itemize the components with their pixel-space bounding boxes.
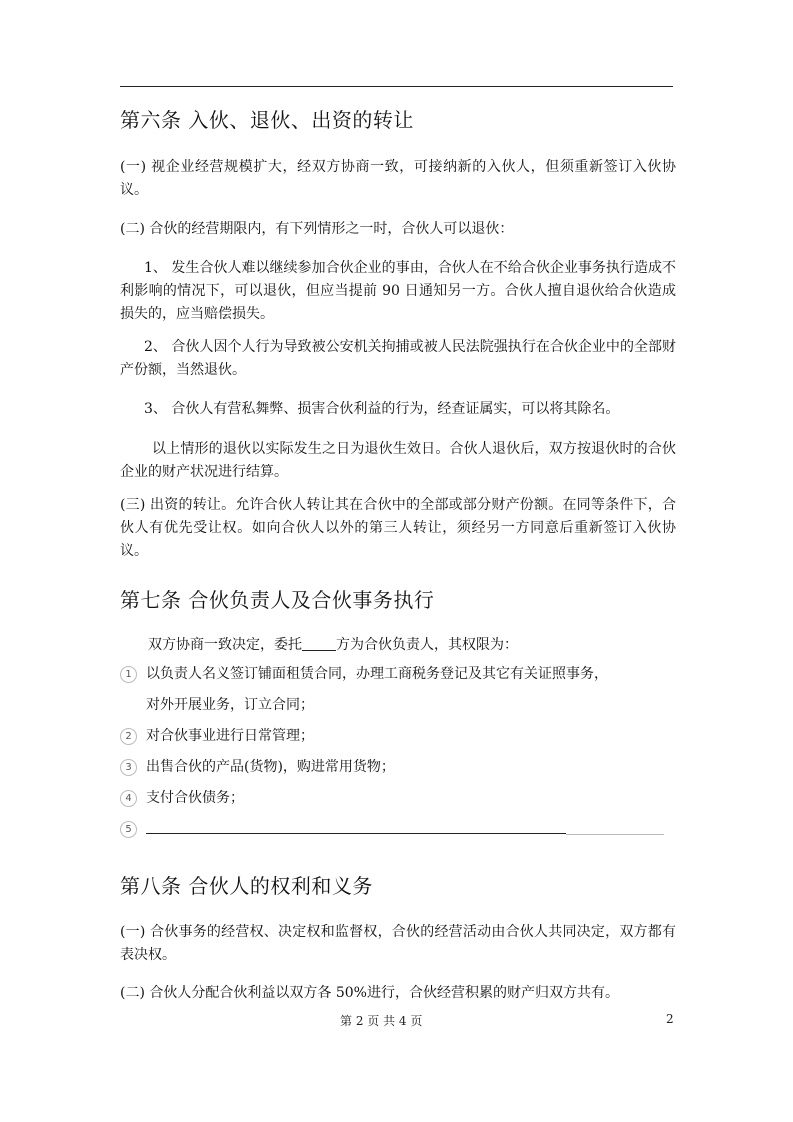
section-6-para-6: 以上情形的退伙以实际发生之日为退伙生效日。合伙人退伙后，双方按退伙时的合伙企业的财产状况进行结算。 [120, 441, 676, 480]
section-7-intro [120, 634, 676, 657]
section-8-heading: 第八条 合伙人的权利和义务 [120, 874, 373, 898]
footer-page-info: 第 2 页 共 4 页 [340, 1014, 423, 1028]
section-6-para-1: (一) 视企业经营规模扩大，经双方协商一致，可接纳新的入伙人，但须重新签订入伙协议。 [120, 159, 676, 198]
section-6-heading: 第六条 入伙、退伙、出资的转让 [120, 108, 414, 132]
section-6-para-3: 1、 发生合伙人难以继续参加合伙企业的事由，合伙人在不给合伙企业事务执行造成不利影响的情况下，可以退伙，但应当提前 90 日通知另一方。合伙人擅自退伙给合伙造成损失的，应当赔偿损失。 [120, 260, 676, 322]
circled-number: 1 [120, 666, 137, 683]
section-7-intro-before: 双方协商一致决定，委托 [148, 637, 302, 653]
blank-underline [302, 636, 336, 651]
circled-number: 2 [120, 728, 137, 745]
section-6-para-7: (三) 出资的转让。允许合伙人转让其在合伙中的全部或部分财产份额。在同等条件下，合伙人有优先受让权。如向合伙人以外的第三人转让，须经另一方同意后重新签订入伙协议。 [120, 497, 676, 559]
list-item-text: 对合伙事业进行日常管理； [146, 728, 314, 744]
section-7-intro-after: 方为合伙负责人，其权限为： [336, 637, 518, 653]
section-6-para-2: (二) 合伙的经营期限内，有下列情形之一时，合伙人可以退伙： [120, 221, 514, 237]
fill-in-line [146, 833, 566, 834]
section-7-heading: 第七条 合伙负责人及合伙事务执行 [120, 588, 435, 612]
list-item-text: 支付合伙债务； [146, 790, 244, 806]
circled-number: 5 [120, 821, 137, 838]
list-item-text: 对外开展业务，订立合同； [146, 697, 314, 713]
fill-in-line-extension [566, 834, 664, 835]
circled-number: 3 [120, 759, 137, 776]
section-8-para-1: (一) 合伙事务的经营权、决定权和监督权，合伙的经营活动由合伙人共同决定，双方都有表决权。 [120, 924, 676, 963]
circled-number: 4 [120, 790, 137, 807]
section-6-para-5: 3、 合伙人有营私舞弊、损害合伙利益的行为，经查证属实，可以将其除名。 [144, 401, 620, 417]
list-item-text: 出售合伙的产品(货物)，购进常用货物； [146, 759, 395, 775]
header-rule [120, 86, 673, 87]
section-8-para-2: (二) 合伙人分配合伙利益以双方各 50%进行，合伙经营积累的财产归双方共有。 [120, 985, 619, 1001]
footer-page-number: 2 [666, 1012, 674, 1026]
list-item-text: 以负责人名义签订铺面租赁合同，办理工商税务登记及其它有关证照事务， [146, 666, 608, 682]
section-6-para-4: 2、 合伙人因个人行为导致被公安机关拘捕或被人民法院强执行在合伙企业中的全部财产份额，当然退伙。 [120, 339, 676, 378]
